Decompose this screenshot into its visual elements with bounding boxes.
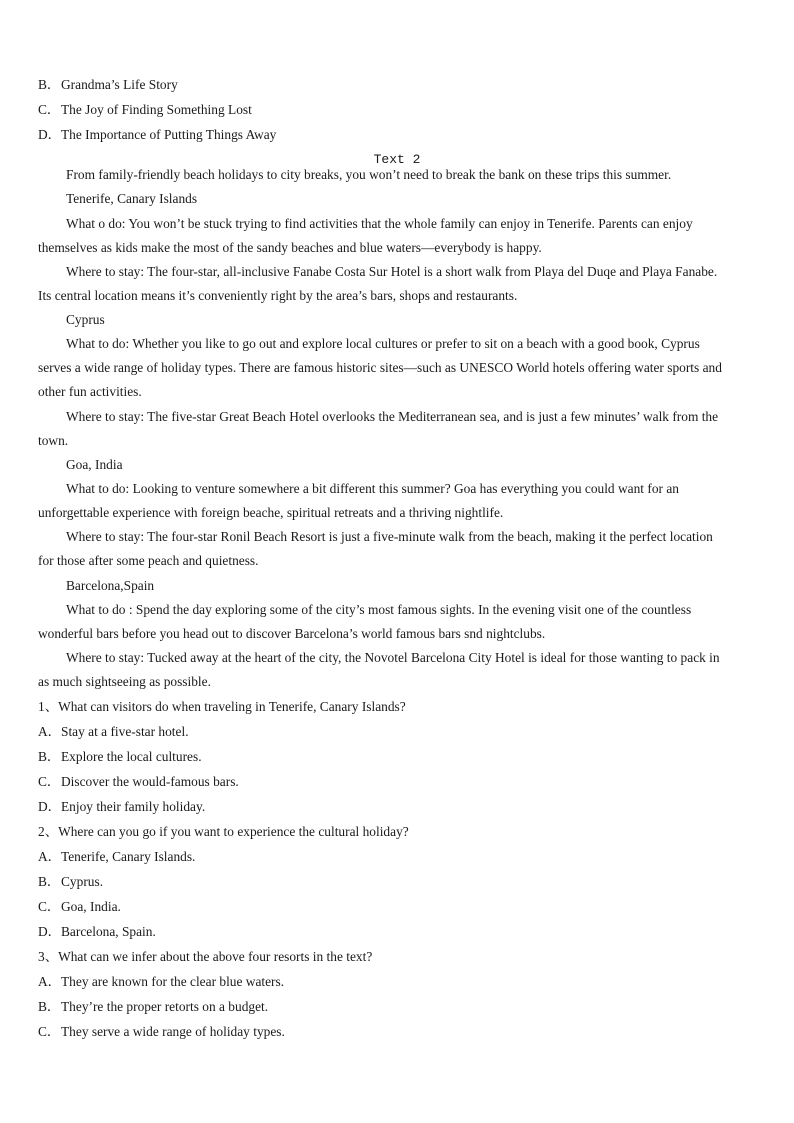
question-1-option-b — [38, 748, 758, 766]
cyprus-where-to-stay-cont: town. — [38, 433, 69, 448]
cyprus-what-to-do: What to do: Whether you like to go out and explore local cultures or prefer to sit on a beach with a good book, Cyprus — [66, 336, 700, 351]
question-2-option-d — [38, 923, 758, 941]
tenerife-where-to-stay: Where to stay: The four-star, all-inclusive Fanabe Costa Sur Hotel is a short walk from Playa del Duqe and Playa Fanabe. — [66, 264, 718, 279]
tenerife-where-to-stay-cont: Its central location means it’s conveniently right by the area’s bars, shops and restaurants. — [38, 288, 518, 303]
question-1-option-c — [38, 773, 758, 791]
question-2-option-c — [38, 898, 758, 916]
tenerife-what-to-do: What o do: You won’t be stuck trying to find activities that the whole family can enjoy in Tenerife. Parents can enjoy — [66, 216, 693, 231]
question-3-option-c — [38, 1023, 758, 1041]
option-label: A． — [38, 849, 62, 864]
option-text: They serve a wide range of holiday types. — [61, 1024, 285, 1039]
option-label: B． — [38, 749, 61, 764]
option-label: A． — [38, 724, 62, 739]
option-text: Cyprus. — [61, 874, 104, 889]
barcelona-what-to-do-cont: wonderful bars before you head out to discover Barcelona’s world famous bars snd nightclubs. — [38, 626, 546, 641]
question-2-option-b — [38, 873, 758, 891]
passage-intro: From family-friendly beach holidays to city breaks, you won’t need to break the bank on these trips this summer. — [66, 167, 672, 182]
question-1-stem: 1、What can visitors do when traveling in Tenerife, Canary Islands? — [38, 699, 406, 714]
tenerife-heading: Tenerife, Canary Islands — [66, 191, 198, 206]
option-text: The Joy of Finding Something Lost — [61, 102, 252, 117]
option-text: The Importance of Putting Things Away — [61, 127, 277, 142]
option-label: A． — [38, 974, 62, 989]
barcelona-heading: Barcelona,Spain — [66, 578, 155, 593]
option-text: They’re the proper retorts on a budget. — [61, 999, 269, 1014]
option-label: C． — [38, 774, 61, 789]
option-text: Tenerife, Canary Islands. — [61, 849, 196, 864]
goa-what-to-do: What to do: Looking to venture somewhere a bit different this summer? Goa has everything you could want for an — [66, 481, 679, 496]
cyprus-where-to-stay: Where to stay: The five-star Great Beach Hotel overlooks the Mediterranean sea, and is just a few minutes’ walk from the — [66, 409, 719, 424]
prev-option-d — [38, 126, 758, 144]
goa-heading: Goa, India — [66, 457, 123, 472]
question-1-option-d — [38, 798, 758, 816]
option-label: B． — [38, 77, 61, 92]
cyprus-what-to-do-cont2: other fun activities. — [38, 384, 142, 399]
option-text: Barcelona, Spain. — [61, 924, 156, 939]
goa-where-to-stay-cont: for those after some peach and quietness. — [38, 553, 259, 568]
goa-what-to-do-cont: unforgettable experience with foreign beache, spiritual retreats and a thriving nightlife. — [38, 505, 504, 520]
cyprus-heading: Cyprus — [66, 312, 105, 327]
option-label: D． — [38, 127, 62, 142]
barcelona-where-to-stay: Where to stay: Tucked away at the heart of the city, the Novotel Barcelona City Hotel is ideal for those wanting to pack in — [66, 650, 720, 665]
option-text: Grandma’s Life Story — [61, 77, 178, 92]
cyprus-what-to-do-cont: serves a wide range of holiday types. There are famous historic sites—such as UNESCO World hotels offering water sports and — [38, 360, 722, 375]
barcelona-where-to-stay-cont: as much sightseeing as possible. — [38, 674, 211, 689]
option-text: Goa, India. — [61, 899, 121, 914]
prev-option-c — [38, 101, 758, 119]
option-text: They are known for the clear blue waters. — [61, 974, 285, 989]
question-3-option-a — [38, 973, 758, 991]
option-label: C． — [38, 899, 61, 914]
goa-where-to-stay: Where to stay: The four-star Ronil Beach Resort is just a five-minute walk from the beach, making it the perfect location — [66, 529, 713, 544]
option-label: D． — [38, 924, 62, 939]
text-title: Text 2 — [373, 152, 421, 167]
question-2-stem: 2、Where can you go if you want to experience the cultural holiday? — [38, 824, 409, 839]
option-text: Enjoy their family holiday. — [61, 799, 206, 814]
tenerife-what-to-do-cont: themselves as kids make the most of the sandy beaches and blue waters—everybody is happy. — [38, 240, 542, 255]
option-label: C． — [38, 1024, 61, 1039]
prev-option-b — [38, 76, 758, 94]
option-text: Explore the local cultures. — [61, 749, 202, 764]
option-label: B． — [38, 874, 61, 889]
option-label: C． — [38, 102, 61, 117]
option-label: D． — [38, 799, 62, 814]
barcelona-what-to-do: What to do : Spend the day exploring some of the city’s most famous sights. In the evening visit one of the countless — [66, 602, 692, 617]
option-label: B． — [38, 999, 61, 1014]
option-text: Stay at a five-star hotel. — [61, 724, 189, 739]
question-2-option-a — [38, 848, 758, 866]
option-text: Discover the would-famous bars. — [61, 774, 239, 789]
question-3-stem: 3、What can we infer about the above four resorts in the text? — [38, 949, 373, 964]
question-1-option-a — [38, 723, 758, 741]
question-3-option-b — [38, 998, 758, 1016]
